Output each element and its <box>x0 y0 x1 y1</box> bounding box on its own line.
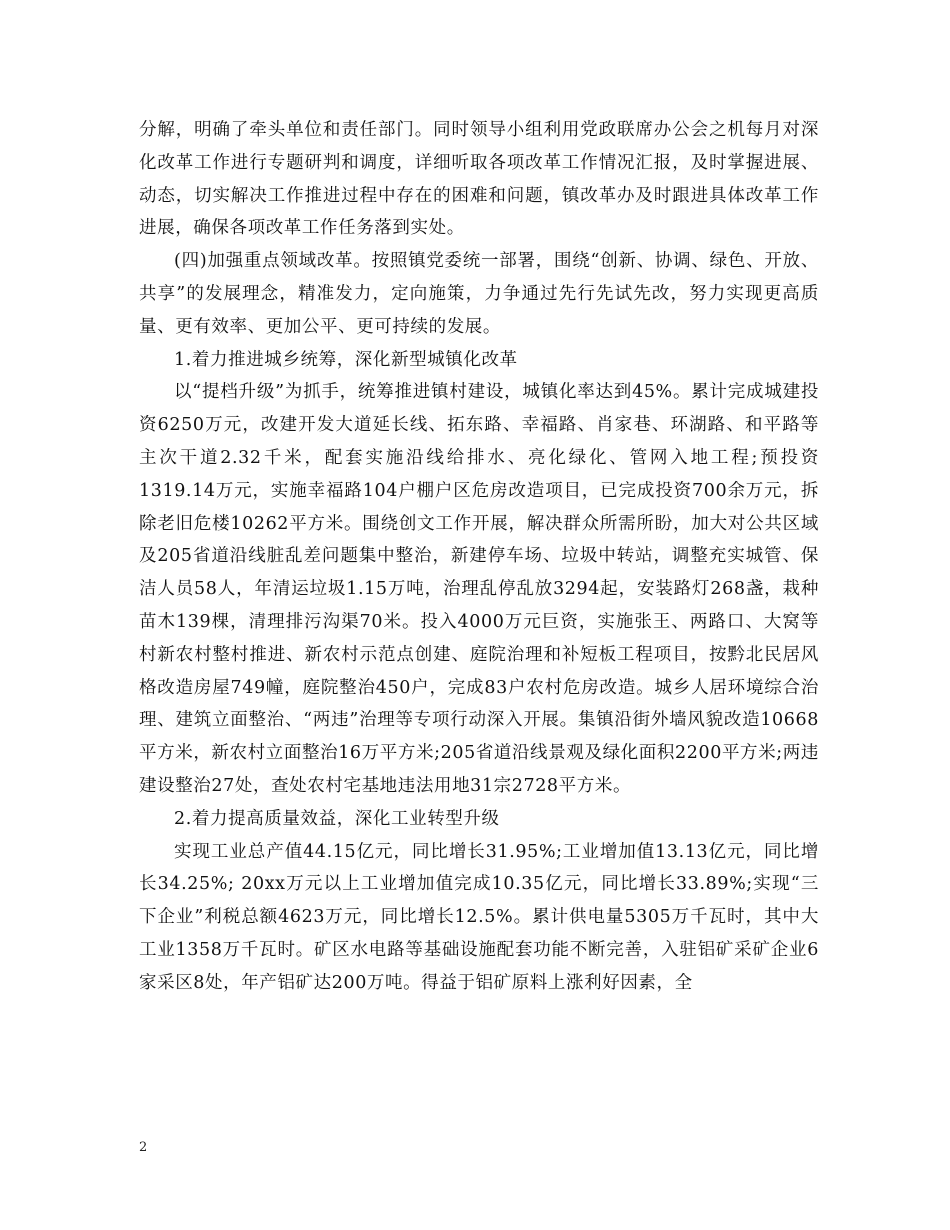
document-body <box>139 114 819 1000</box>
paragraph-3: 以“提档升级”为抓手，统筹推进镇村建设，城镇化率达到45%。累计完成城建投资6250万元，改建开发大道延长线、拓东路、幸福路、肖家巷、环湖路、和平路等主次干道2.32千米，配套实施沿线给排水、亮化绿化、管网入地工程;预投资1319.14万元，实施幸福路104户棚户区危房改造项目，已完成投资700余万元，拆除老旧危楼10262平方米。围绕创文工作开展，解决群众所需所盼，加大对公共区域及205省道沿线脏乱差问题集中整治，新建停车场、垃圾中转站，调整充实城管、保洁人员58人，年清运垃圾1.15万吨，治理乱停乱放3294起，安装路灯268盏，栽种苗木139棵，清理排污沟渠70米。投入4000万元巨资，实施张王、两路口、大窝等村新农村整村推进、新农村示范点创建、庭院治理和补短板工程项目，按黔北民居风格改造房屋749幢，庭院整治450户，完成83户农村危房改造。城乡人居环境综合治理、建筑立面整治、“两违”治理等专项行动深入开展。集镇沿街外墙风貌改造10668平方米，新农村立面整治16万平方米;205省道沿线景观及绿化面积2200平方米;两违建设整治27处，查处农村宅基地违法用地31宗2728平方米。 <box>139 382 819 796</box>
paragraph-2: (四)加强重点领域改革。按照镇党委统一部署，围绕“创新、协调、绿色、开放、共享”的发展理念，精准发力，定向施策，力争通过先行先试先改，努力实现更高质量、更有效率、更加公平、更可持续的发展。 <box>139 251 819 337</box>
section-heading-1: 1.着力推进城乡统筹，深化新型城镇化改革 <box>174 349 518 370</box>
paragraph-1: 分解，明确了牵头单位和责任部门。同时领导小组利用党政联席办公会之机每月对深化改革工作进行专题研判和调度，详细听取各项改革工作情况汇报，及时掌握进展、动态，切实解决工作推进过程中存在的困难和问题，镇改革办及时跟进具体改革工作进展，确保各项改革工作任务落到实处。 <box>139 120 819 239</box>
page-number: 2 <box>139 1140 148 1155</box>
paragraph-4: 实现工业总产值44.15亿元，同比增长31.95%;工业增加值13.13亿元，同比增长34.25%; 20xx万元以上工业增加值完成10.35亿元，同比增长33.89%;实现“三下企业”利税总额4623万元，同比增长12.5%。累计供电量5305万千瓦时，其中大工业1358万千瓦时。矿区水电路等基础设施配套功能不断完善，入驻铝矿采矿企业6家采区8处，年产铝矿达200万吨。得益于铝矿原料上涨利好因素，全 <box>139 841 819 993</box>
section-heading-2: 2.着力提高质量效益，深化工业转型升级 <box>174 808 500 829</box>
